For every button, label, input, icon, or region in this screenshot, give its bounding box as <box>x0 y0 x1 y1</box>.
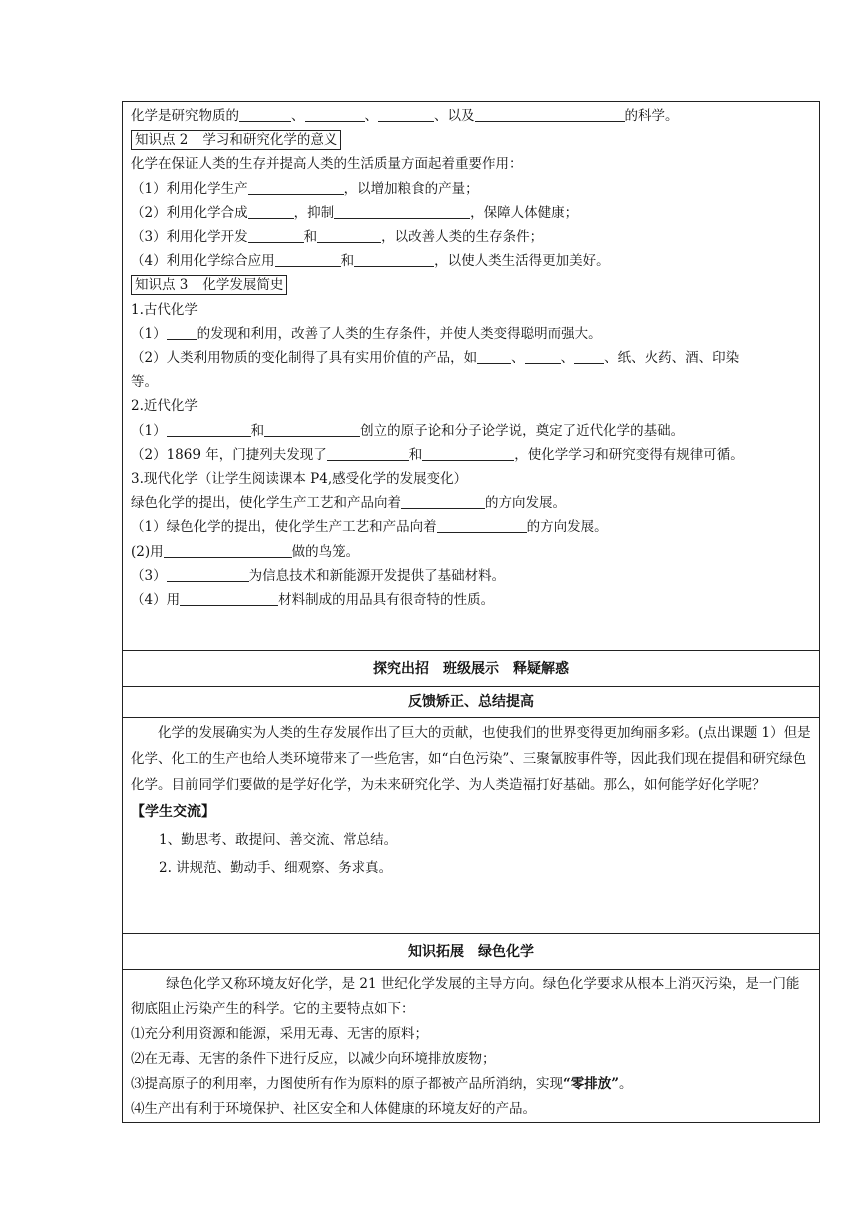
kp2-intro: 化学在保证人类的生存并提高人类的生活质量方面起着重要作用： <box>131 156 523 173</box>
ancient-item-2-cont: 等。 <box>131 374 158 391</box>
item-text: 和 <box>303 229 318 246</box>
blank[interactable] <box>167 422 251 437</box>
sep: 、 <box>291 108 305 124</box>
blank[interactable] <box>378 107 434 122</box>
contemporary-item-4 <box>131 588 813 612</box>
knowledge-points-section <box>123 102 819 651</box>
modern-item-1 <box>131 419 813 443</box>
item-text: （2）利用化学合成 <box>131 204 248 221</box>
item-text: ，保障人体健康； <box>470 204 579 221</box>
blank[interactable] <box>180 591 278 606</box>
sep: 、 <box>511 350 525 367</box>
item-text: ，以使人类生活得更加美好。 <box>434 253 610 270</box>
feedback-section <box>123 718 819 934</box>
green-item-2: ⑵在无毒、无害的条件下进行反应，以减少向环境排放废物； <box>131 1051 496 1067</box>
exchange-title: 【学生交流】 <box>131 804 215 820</box>
item-text: ，以增加粮食的产量； <box>343 180 479 197</box>
kp2-label: 知识点 2 <box>135 132 189 149</box>
item-text: （2）1869 年，门捷列夫发现了 <box>131 446 327 463</box>
green-line <box>131 491 813 515</box>
intro-line <box>131 104 813 128</box>
item-text: ，以改善人类的生存条件； <box>381 229 544 246</box>
blank[interactable] <box>334 204 470 219</box>
ancient-item-1 <box>131 322 813 346</box>
blank[interactable] <box>264 422 360 437</box>
blank[interactable] <box>248 180 344 195</box>
lesson-table <box>122 101 820 1123</box>
item-text: （3）利用化学开发 <box>131 229 248 246</box>
item-text: ，抑制 <box>293 204 335 221</box>
item-text: 的发现和利用，改善了人类的生存条件，并使人类变得聪明而强大。 <box>196 325 602 342</box>
item-text: ，使化学学习和研究变得有规律可循。 <box>514 446 744 463</box>
blank[interactable] <box>275 252 341 267</box>
item-text: （3） <box>131 567 167 584</box>
feedback-header: 反馈矫正、总结提高 <box>123 687 819 718</box>
kp2-item-4 <box>131 249 813 273</box>
blank[interactable] <box>422 446 514 461</box>
kp3-row <box>131 273 813 297</box>
blank[interactable] <box>248 204 294 219</box>
item-text: 。 <box>619 1076 633 1092</box>
blank[interactable] <box>354 252 434 267</box>
item-text: 、纸、火药、酒、印染 <box>604 350 740 367</box>
exchange-item-2: 2. 讲规范、勤动手、细观察、务求真。 <box>159 860 393 876</box>
kp2-item-2 <box>131 201 813 225</box>
kp3-box <box>131 275 287 295</box>
item-text: （4）利用化学综合应用 <box>131 253 275 270</box>
blank[interactable] <box>477 349 511 364</box>
blank[interactable] <box>401 494 485 509</box>
blank[interactable] <box>475 107 625 122</box>
feedback-paragraph: 化学的发展确实为人类的生存发展作出了巨大的贡献，也使我们的世界变得更加绚丽多彩。(点出课题 1）但是化学、化工的生产也给人类环境带来了一些危害，如“白色污染”、三聚氰胺事件等，因此我们现在提倡和研究绿色化学。目前同学们要做的是学好化学，为未来研究化学、为人类造福打好基础。那么，如何能学好化学呢？ <box>131 725 811 793</box>
blank[interactable] <box>525 349 561 364</box>
kp3-label: 知识点 3 <box>135 277 189 294</box>
blank[interactable] <box>305 107 365 122</box>
contemporary-title: 3.现代化学（让学生阅读课本 P4,感受化学的发展变化） <box>131 471 468 488</box>
blank[interactable] <box>239 107 291 122</box>
item-text: 材料制成的用品具有很奇特的性质。 <box>278 592 495 609</box>
sep: 、 <box>560 350 575 367</box>
contemporary-item-2 <box>131 540 813 564</box>
item-text: 为信息技术和新能源开发提供了基础材料。 <box>248 567 506 584</box>
blank[interactable] <box>167 567 249 582</box>
item-text: 和 <box>340 253 355 270</box>
item-text: （4）用 <box>131 592 181 609</box>
green-item-4: ⑷生产出有利于环境保护、社区安全和人体健康的环境友好的产品。 <box>131 1101 536 1117</box>
blank[interactable] <box>167 325 197 340</box>
kp3-title: 化学发展简史 <box>202 277 284 294</box>
modern-title: 2.近代化学 <box>131 398 198 415</box>
item-text: 和 <box>250 422 265 439</box>
item-text: (2)用 <box>131 543 164 560</box>
contemporary-item-3 <box>131 564 813 588</box>
kp2-item-1 <box>131 177 813 201</box>
exchange-item-1: 1、勤思考、敢提问、善交流、常总结。 <box>159 832 398 848</box>
blank[interactable] <box>437 518 527 533</box>
green-chem-paragraph: 绿色化学又称环境友好化学，是 21 世纪化学发展的主导方向。绿色化学要求从根本上消灭污染，是一门能彻底阻止污染产生的科学。它的主要特点如下： <box>131 976 800 1017</box>
zero-emission: “零排放” <box>563 1076 620 1092</box>
green-item-1: ⑴充分利用资源和能源，采用无毒、无害的原料； <box>131 1026 428 1042</box>
item-text: （1）利用化学生产 <box>131 180 248 197</box>
blank[interactable] <box>327 446 409 461</box>
kp2-box <box>131 130 341 150</box>
explore-header: 探究出招 班级展示 释疑解惑 <box>123 651 819 687</box>
extension-header: 知识拓展 绿色化学 <box>123 934 819 970</box>
modern-item-2 <box>131 443 813 467</box>
ancient-item-2 <box>131 346 813 370</box>
blank[interactable] <box>317 228 381 243</box>
item-text: 创立的原子论和分子论学说，奠定了近代化学的基础。 <box>360 422 685 439</box>
item-text: 的方向发展。 <box>485 495 566 512</box>
sep: 、以及 <box>434 108 475 124</box>
contemporary-item-1 <box>131 515 813 539</box>
green-chem-section <box>123 970 819 1122</box>
sep: 、 <box>364 108 378 124</box>
green-item-3 <box>131 1072 811 1097</box>
kp2-row <box>131 128 813 152</box>
intro-text: 化学是研究物质的 <box>131 108 239 124</box>
item-text: （1） <box>131 422 167 439</box>
item-text: （1）绿色化学的提出，使化学生产工艺和产品向着 <box>131 519 437 536</box>
ancient-title: 1.古代化学 <box>131 301 198 318</box>
blank[interactable] <box>574 349 604 364</box>
blank[interactable] <box>164 543 292 558</box>
item-text: 的方向发展。 <box>526 519 608 536</box>
item-text: 和 <box>408 446 423 463</box>
item-text: （2）人类利用物质的变化制得了具有实用价值的产品，如 <box>131 350 478 367</box>
item-text: 绿色化学的提出，使化学生产工艺和产品向着 <box>131 495 401 512</box>
kp2-item-3 <box>131 225 813 249</box>
kp2-title: 学习和研究化学的意义 <box>202 132 338 149</box>
blank[interactable] <box>248 228 304 243</box>
item-text: （1） <box>131 325 167 342</box>
intro-end: 的科学。 <box>624 108 679 124</box>
item-text: 做的鸟笼。 <box>291 543 360 560</box>
item-text: ⑶提高原子的利用率，力图使所有作为原料的原子都被产品所消纳，实现 <box>131 1076 563 1092</box>
